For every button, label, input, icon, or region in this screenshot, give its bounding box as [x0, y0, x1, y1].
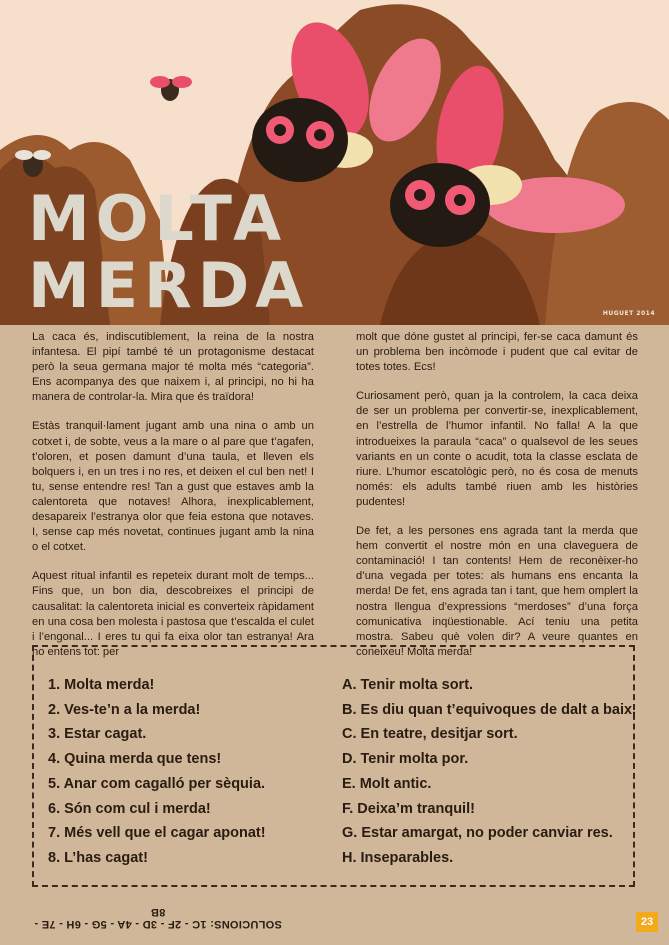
paragraph: molt que dóne gustet al principi, fer-se caca damunt és un problema ben incòmode i pudent que cal evitar de totes totes. Ecs! — [356, 331, 638, 374]
paragraph: Curiosament però, quan ja la controlem, la caca deixa de ser un problema per convertir-se, inexplicablement, en l’estrella de l’humor infantil. No falla! A la que introdueixes la paraula “caca” o qualsevol de les seues variants en un conte o acudit, tota la classe esclata de riure. L’humor escatològic però, no és cosa de menuts només: els adults també riuen amb les històries pudentes! — [356, 390, 638, 508]
meaning-item: B. Es diu quan t’equivoques de dalt a baix. — [342, 701, 637, 718]
page-title-line-2: MERDA — [28, 249, 310, 322]
meaning-item: G. Estar amargat, no poder canviar res. — [342, 825, 613, 842]
article-body — [32, 330, 638, 674]
meaning-item: F. Deixa’m tranquil! — [342, 800, 475, 817]
expression-item: 1. Molta merda! — [48, 677, 155, 693]
meanings-list — [342, 673, 636, 871]
page-title-line-1: MOLTA — [28, 182, 288, 255]
expression-item: 7. Més vell que el cagar aponat! — [48, 825, 266, 842]
meaning-item: E. Molt antic. — [342, 775, 432, 792]
expression-item: 4. Quina merda que tens! — [48, 751, 222, 768]
article-column-left — [32, 330, 314, 674]
expression-item: 8. L’has cagat! — [48, 849, 148, 866]
paragraph: Estàs tranquil·lament jugant amb una nina o amb un cotxet i, de sobte, veus a la mare o al pare que t’agafen, t’oloren, et posen damunt d’una taula, et lleven els bolquers i, en un tres i no res, et deixen el cul ben net! I tu, sense entendre res! Tan a gust que estaves amb la calentoreta que notaves! Alhora, inexplicablement, desapareix l’estranya olor que feia estona que notaves. I, sense cap més novetat, continues jugant amb la nina o el cotxet. — [32, 420, 314, 554]
quiz-box — [32, 645, 635, 887]
paragraph: De fet, a les persones ens agrada tant la merda que hem convertit el nostre món en una claveguera de contaminació! I tan contents! Hem de reconèixer-ho d’una vegada per totes: als humans ens encanta la merda! De fet, ens agrada tan i tant, que hem omplert la nostra llengua d’expressions “merdoses” d’una força comunicativa inqüestionable. Ací teniu una petita mostra. Sabeu què volen dir? A veure quantes en coneixeu! Molta merda! — [356, 525, 638, 658]
paragraph: Aquest ritual infantil es repeteix durant molt de temps... Fins que, un bon dia, descobreixes el principi de causalitat: la calentoreta inicial es converteix ràpidament en una cosa ben molesta i pastosa que t’escalda el culet i l’engonal... I eres tu qui fa eixa olor tan estranya! Ara ho entens tot: per — [32, 570, 314, 658]
page-number: 23 — [636, 912, 658, 932]
article-column-right — [356, 330, 638, 674]
meaning-item: H. Inseparables. — [342, 849, 454, 866]
expression-item: 6. Són com cul i merda! — [48, 800, 211, 817]
expression-item: 5. Anar com cagalló per sèquia. — [48, 775, 266, 792]
solutions-upside-down: SOLUCIONS: 1C - 2F - 3D - 4A - 5G - 6H - 7E - 8B — [34, 906, 282, 930]
meaning-item: A. Tenir molta sort. — [342, 677, 474, 693]
illustration-credit: HUGUET 2014 — [602, 310, 655, 317]
paragraph: La caca és, indiscutiblement, la reina de la nostra infantesa. El pipí també té un protagonisme destacat però la seua germana major té molta més “categoria”. Ens acompanya des que naixem i, al principi, no hi ha manera de controlar-la. Mira que és traïdora! — [32, 331, 314, 404]
header-illustration — [0, 0, 669, 325]
expression-item: 2. Ves-te’n a la merda! — [48, 701, 201, 718]
meaning-item: D. Tenir molta por. — [342, 751, 469, 768]
expression-item: 3. Estar cagat. — [48, 726, 147, 743]
meaning-item: C. En teatre, desitjar sort. — [342, 726, 518, 743]
expressions-list — [48, 673, 266, 871]
